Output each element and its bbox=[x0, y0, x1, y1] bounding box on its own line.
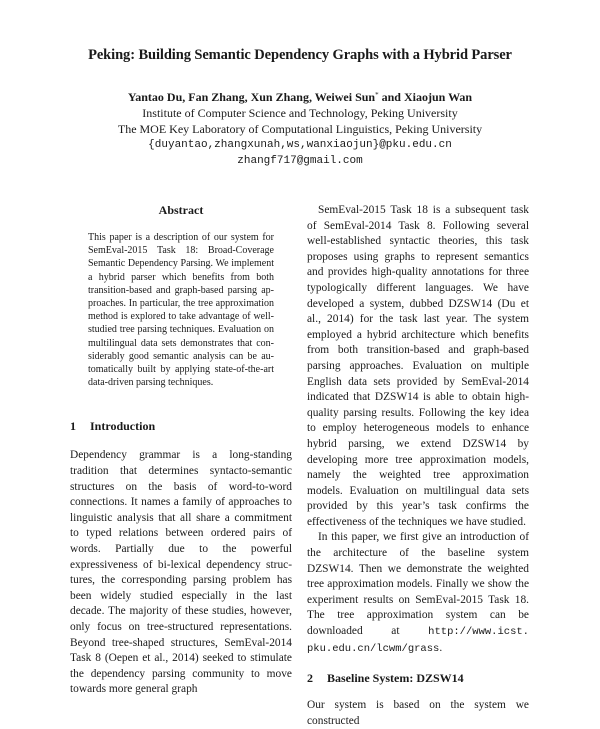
email-line-1[interactable]: {duyantao,zhangxunah,ws,wanxiaojun}@pku.edu.cn bbox=[148, 139, 452, 151]
intro-paragraph-1: SemEval-2015 Task 18 is a subsequent task of SemEval-2014 Task 8. Following several well-established syntactic theories, this task proposes using graphs to represent semantics and provides high-quality annotations for three typologically different languages. We have developed a system, dubbed DZSW14 (Du et al., 2014) for the task last year. The system employed a hybrid architecture which benefits from both transition-based and graph-based parsing approaches. Evaluation on multiple English data sets provided by SemEval-2014 indicated that DZSW14 is able to obtain high-quality parsing results. Following the key idea to employ heterogeneous models to enhance hybrid parsing, we extend DZSW14 by developing more tree approximation models, namely the weighted tree approximation models. Evaluation on multilingual data sets provided by this year’s task confirms the effectiveness of the techniques we have studied. bbox=[307, 204, 529, 528]
affiliation-1: Institute of Computer Science and Technology, Peking University bbox=[142, 106, 458, 120]
abstract-text: This paper is a description of our system for SemEval-2015 Task 18: Broad-Coverage Semantic Dependency Parsing. We implement a hybrid parser which benefits from both transition-based and graph-based parsing approaches. In particular, the tree approximation method is explored to take advantage of well-studied tree parsing techniques. Evaluation on multilingual data sets demonstrates that considerably good semantic analysis can be automatically built by applying state-of-the-art data-driven parsing techniques. bbox=[88, 232, 274, 389]
intro-paragraph-2-end: . bbox=[439, 641, 443, 654]
download-link-part-2[interactable]: pku.edu.cn/lcwm/grass bbox=[307, 642, 440, 655]
affiliation-2: The MOE Key Laboratory of Computational Linguistics, Peking University bbox=[117, 122, 483, 136]
author-names bbox=[0, 87, 600, 105]
section-2-title: Baseline System: DZSW14 bbox=[327, 671, 464, 686]
abstract-heading: Abstract bbox=[158, 203, 204, 217]
author-names-last: and Xiaojun Wan bbox=[378, 90, 473, 104]
author-block bbox=[0, 87, 600, 169]
section-2-heading bbox=[307, 671, 529, 686]
section-1-title: Introduction bbox=[90, 419, 156, 434]
paper-title: Peking: Building Semantic Dependency Graphs with a Hybrid Parser bbox=[88, 47, 512, 63]
author-names-first: Yantao Du, Fan Zhang, Xun Zhang, Weiwei Sun bbox=[127, 90, 376, 104]
left-column bbox=[70, 203, 292, 698]
section-2-number: 2 bbox=[307, 671, 313, 686]
section-2-text: Our system is based on the system we constructed bbox=[307, 699, 529, 727]
intro-paragraph-2 bbox=[307, 530, 529, 657]
email-line-2[interactable]: zhangf717@gmail.com bbox=[237, 155, 363, 167]
section-1-text: Dependency grammar is a long-standing tradition that determines syntacto-semantic structures on the basis of word-to-word connections. It names a family of approaches to linguistic analysis that all share a commitment to typed relations between ordered pairs of words. Partially due to the powerful expressiveness of bi-lexical dependency structures, the corresponding parsing problem has been widely studied especially in the last decade. The majority of these studies, however, only focus on tree-structured representations. Beyond tree-shaped structures, SemEval-2014 Task 8 (Oepen et al., 2014) seeked to stimulate the dependency parsing community to move towards more general graph bbox=[70, 449, 292, 696]
section-1-number: 1 bbox=[70, 419, 76, 434]
section-1-heading bbox=[70, 419, 292, 434]
download-link-part-1[interactable]: http://www.icst. bbox=[428, 626, 529, 639]
corresponding-marker: * bbox=[375, 91, 379, 99]
intro-paragraph-2-text: In this paper, we first give an introduction of the architecture of the baseline system DZSW14. Then we demonstrate the weighted tree approximation models. Finally we show the experiment results on SemEval-2015 Task 18. The tree approximation system can be downloaded at bbox=[307, 531, 529, 638]
right-column bbox=[307, 203, 529, 729]
